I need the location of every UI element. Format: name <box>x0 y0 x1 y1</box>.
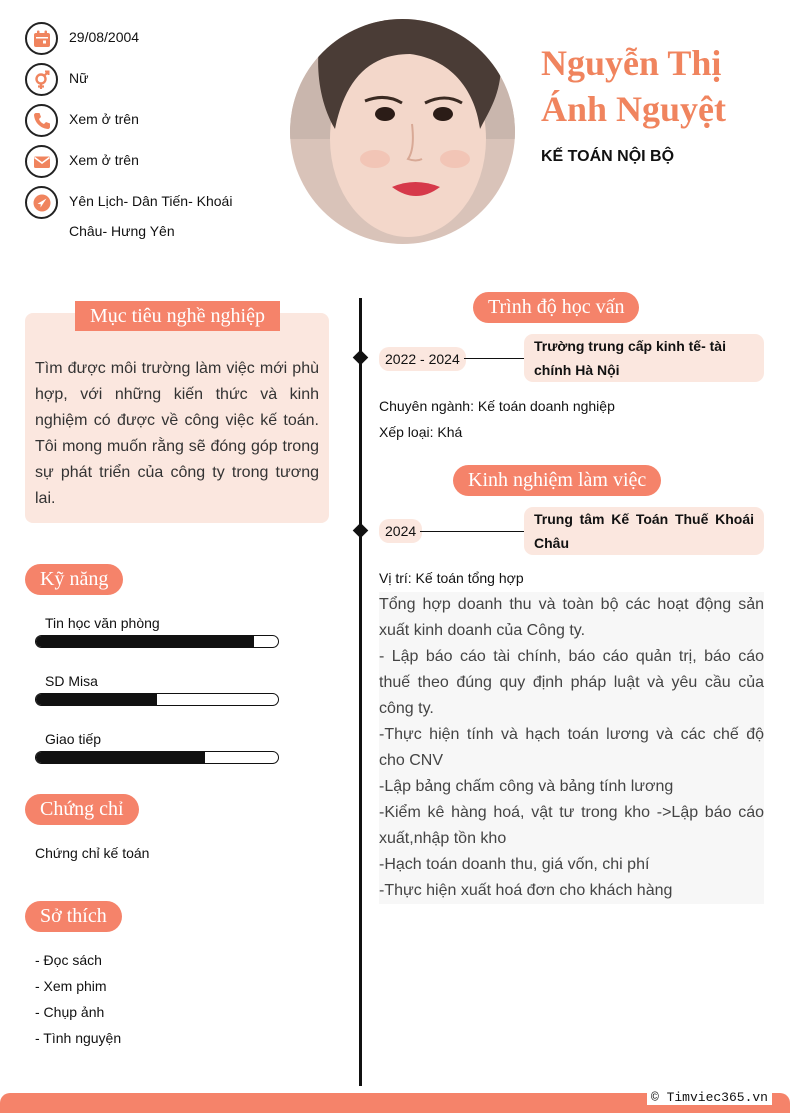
footer-watermark: © Timviec365.vn <box>647 1090 772 1105</box>
birthday-text: 29/08/2004 <box>69 29 140 45</box>
duty-item: -Hạch toán doanh thu, giá vốn, chi phí <box>379 852 764 878</box>
education-title: Trình độ học vấn <box>473 292 639 323</box>
duty-item: -Lập bảng chấm công và bảng tính lương <box>379 774 764 800</box>
gender-text: Nữ <box>69 70 89 86</box>
objective-title: Mục tiêu nghề nghiệp <box>75 301 280 331</box>
timeline-line <box>359 298 362 1086</box>
hobby-item: - Đọc sách <box>35 952 102 968</box>
certificates-title: Chứng chỉ <box>25 794 139 825</box>
calendar-icon <box>25 22 58 55</box>
education-school: Trường trung cấp kinh tế- tài chính Hà Nội <box>524 334 764 382</box>
duty-item: Tổng hợp doanh thu và toàn bộ các hoạt động sản xuất kinh doanh của Công ty. <box>379 592 764 644</box>
skills-title: Kỹ năng <box>25 564 123 595</box>
timeline-dot <box>353 523 369 539</box>
job-title: KẾ TOÁN NỘI BỘ <box>541 148 675 165</box>
connector-line <box>420 531 524 532</box>
skill-bar-fill <box>36 752 205 763</box>
duty-item: - Lập báo cáo tài chính, báo cáo quản trị, báo cáo thuế theo đúng quy định pháp luật và yêu cầu của công ty. <box>379 644 764 722</box>
experience-title: Kinh nghiệm làm việc <box>453 465 661 496</box>
education-year: 2022 - 2024 <box>379 347 466 371</box>
contact-email <box>25 145 274 178</box>
mail-icon <box>25 145 58 178</box>
timeline-dot <box>353 350 369 366</box>
address-text: Yên Lịch- Dân Tiến- Khoái Châu- Hưng Yên <box>69 193 233 239</box>
contact-gender <box>25 63 274 96</box>
skill-bar-fill <box>36 636 254 647</box>
email-text: Xem ở trên <box>69 152 139 168</box>
skill-label: Tin học văn phòng <box>45 615 160 631</box>
duty-item: -Kiểm kê hàng hoá, vật tư trong kho ->Lập báo cáo xuất,nhập tồn kho <box>379 800 764 852</box>
skill-label: Giao tiếp <box>45 731 102 747</box>
experience-company: Trung tâm Kế Toán Thuế Khoái Châu <box>524 507 764 555</box>
experience-duties <box>379 592 764 904</box>
gender-icon <box>25 63 58 96</box>
certificate-item: Chứng chỉ kế toán <box>35 845 150 861</box>
experience-year: 2024 <box>379 519 422 543</box>
phone-icon <box>25 104 58 137</box>
location-arrow-icon <box>25 186 58 219</box>
skill-bar <box>35 693 279 706</box>
education-major: Chuyên ngành: Kế toán doanh nghiệp <box>379 398 615 414</box>
duty-item: -Thực hiện tính và hạch toán lương và các chế độ cho CNV <box>379 722 764 774</box>
hobby-item: - Tình nguyện <box>35 1030 122 1046</box>
education-grade: Xếp loại: Khá <box>379 424 463 440</box>
contact-birthday <box>25 22 274 55</box>
phone-text: Xem ở trên <box>69 111 139 127</box>
hobbies-title: Sở thích <box>25 901 122 932</box>
hobby-item: - Chụp ảnh <box>35 1004 105 1020</box>
skill-bar <box>35 751 279 764</box>
skill-label: SD Misa <box>45 673 98 689</box>
objective-text: Tìm được môi trường làm việc mới phù hợp, với những kiến thức và kinh nghiệm có được về công việc kế toán. Tôi mong muốn rằng sẽ đóng góp trong sự phát triển của công ty trong tương lai. <box>35 360 319 507</box>
duty-item: -Thực hiện xuất hoá đơn cho khách hàng <box>379 878 764 904</box>
connector-line <box>464 358 524 359</box>
experience-position: Vị trí: Kế toán tổng hợp <box>379 570 524 586</box>
contact-phone <box>25 104 274 137</box>
avatar <box>290 19 515 244</box>
full-name: Nguyễn Thị Ánh Nguyệt <box>541 43 727 129</box>
hobby-item: - Xem phim <box>35 978 107 994</box>
contact-address <box>25 186 274 246</box>
skill-bar-fill <box>36 694 157 705</box>
skill-bar <box>35 635 279 648</box>
